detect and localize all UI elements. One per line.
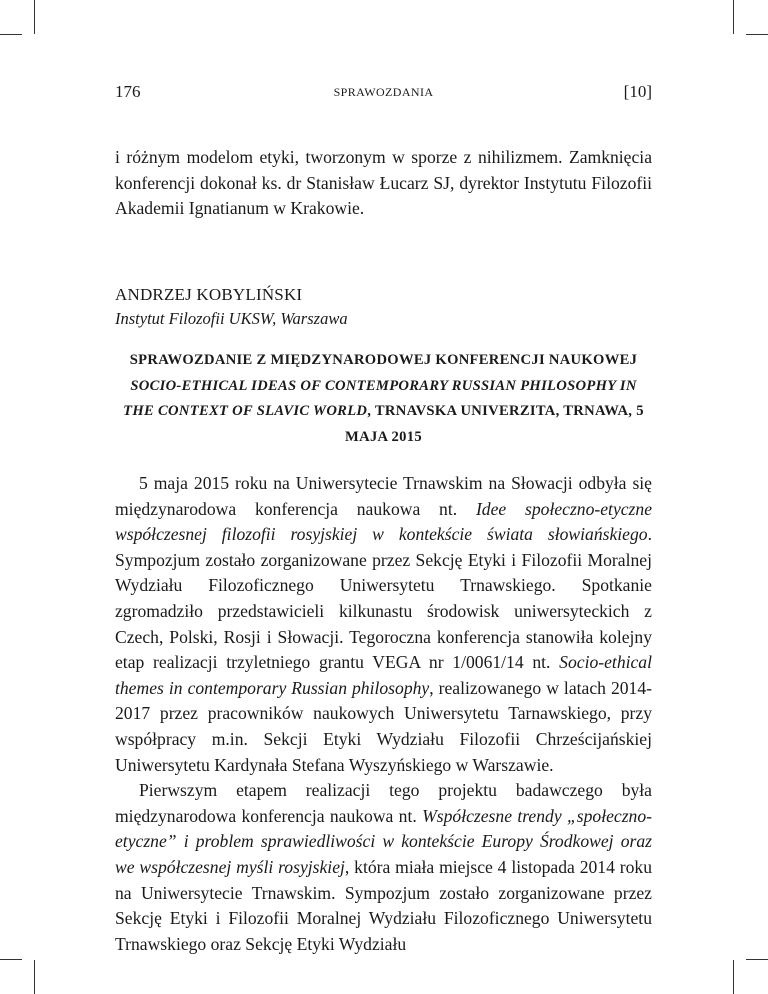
crop-mark	[733, 0, 734, 34]
main-text	[115, 471, 652, 957]
author-name: ANDRZEJ KOBYLIŃSKI	[115, 285, 303, 304]
report-title-part1: SPRAWOZDANIE Z MIĘDZYNARODOWEJ KONFERENCJI NAUKOWEJ	[129, 352, 638, 368]
paragraph-1-text: 5 maja 2015 roku na Uniwersytecie Trnawskim na Słowacji odbyła się międzynarodowa konferencja naukowa nt.	[115, 473, 652, 519]
paragraph-2-text: Pierwszym etapem realizacji tego projektu badawczego była międzynarodowa konferencja naukowa nt.	[115, 780, 652, 826]
paragraph-1-text: . Sympozjum zostało zorganizowane przez Sekcję Etyki i Filozofii Moralnej Wydziału Filozoficznego Uniwersytetu Trnawskiego. Spotkanie zgromadziło przedstawicieli kilkunastu środowisk uniwersyteckich z Czech, Polski, Rosji i Słowacji. Tegoroczna konferencja stanowiła kolejny etap realizacji trzyletniego grantu VEGA nr 1/0061/14 nt.	[115, 524, 652, 673]
paragraph-2-italic-title: Współczesne trendy „społeczno-etyczne” i problem sprawiedliwości w kontekście Europy Środkowej oraz we współczesnej myśli rosyjskiej	[115, 805, 652, 877]
paragraph-1-italic-title: Idee społeczno-etyczne współczesnej filozofii rosyjskiej w kontekście świata słowiańskiego	[115, 498, 653, 545]
page-number: 176	[115, 82, 141, 101]
crop-mark	[733, 960, 734, 994]
paragraph-1-text: , realizowanego w latach 2014-2017 przez pracowników naukowych Uniwersytetu Tarnawskiego, przy współpracy m.in. Sekcji Etyki Wydziału Filozofii Chrześcijańskiej Uniwersytetu Kardynała Stefana Wyszyńskiego w Warszawie.	[115, 677, 652, 775]
continuation-text: i różnym modelom etyki, tworzonym w sporze z nihilizmem. Zamknięcia konferencji dokonał ks. dr Stanisław Łucarz SJ, dyrektor Instytutu Filozofii Akademii Ignatianum w Krakowie.	[115, 147, 652, 219]
author-affiliation: Instytut Filozofii UKSW, Warszawa	[115, 309, 348, 328]
report-title-conference-name: SOCIO-ETHICAL IDEAS OF CONTEMPORARY RUSSIAN PHILOSOPHY IN THE CONTEXT OF SLAVIC WORLD	[123, 377, 637, 420]
running-title: SPRAWOZDANIA	[333, 85, 434, 99]
page-header	[115, 82, 652, 106]
paragraph-2-text: , która miała miejsce 4 listopada 2014 roku na Uniwersytecie Trnawskim. Sympozjum zostało zorganizowane przez Sekcję Etyki i Filozofii Moralnej Wydziału Filozoficznego Uniwersytetu Trnawskiego oraz Sekcję Etyki Wydziału	[115, 856, 652, 954]
crop-mark	[0, 34, 22, 35]
report-title-part2: , TRNAVSKA UNIVERZITA, TRNAWA, 5 MAJA 2015	[345, 403, 644, 445]
affiliation-institute: Instytut Filozofii UKSW	[115, 309, 273, 328]
paragraph-1-italic-grant: Socio-ethical themes in contemporary Russian philosophy	[115, 652, 652, 698]
report-title	[115, 348, 652, 450]
crop-mark	[34, 960, 35, 994]
paragraph-1	[115, 471, 652, 778]
author-block	[115, 283, 348, 331]
continuation-paragraph	[115, 145, 652, 222]
page-reference: [10]	[623, 82, 652, 101]
paragraph-2	[115, 778, 652, 957]
crop-mark	[34, 0, 35, 34]
crop-mark	[0, 959, 22, 960]
crop-mark	[746, 959, 768, 960]
crop-mark	[746, 34, 768, 35]
affiliation-city: Warszawa	[280, 309, 348, 328]
